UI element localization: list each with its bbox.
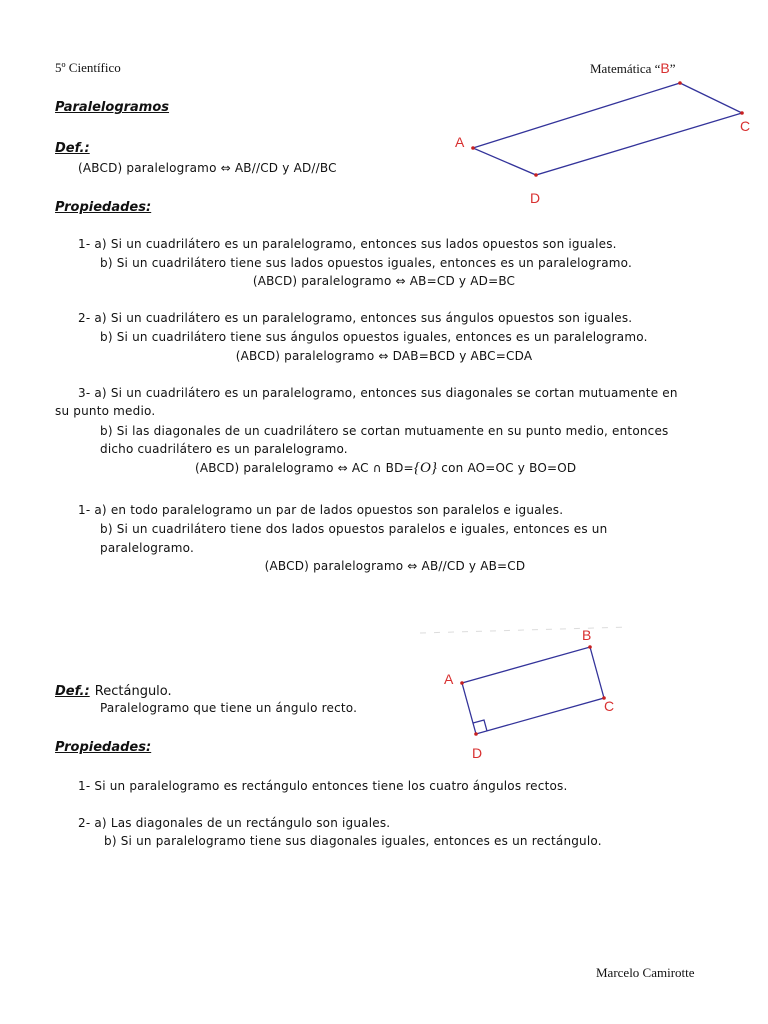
property-1-formula: (ABCD) paralelogramo ⇔ AB=CD y AD=BC [252,274,516,288]
header-subject-suffix: ” [669,61,676,76]
property-3-formula-post: con AO=OC y BO=OD [437,461,577,475]
rect-vertex-b-dot [588,645,592,649]
header-course: 5º Científico [55,60,121,75]
rectangle-figure [420,615,640,765]
rectangle-properties-label: Propiedades: [55,740,152,755]
section-title-paralelogramos: Paralelogramos [55,100,170,115]
property-3-formula-pre: (ABCD) paralelogramo ⇔ AC ∩ BD= [195,461,414,475]
property-3a-cont: su punto medio. [55,404,156,418]
property-3b: b) Si las diagonales de un cuadrilátero se cortan mutuamente en su punto medio, entonces [100,424,669,438]
properties-label: Propiedades: [55,200,152,215]
rectangle-shape [462,647,604,734]
rectangle-property-2a: 2- a) Las diagonales de un rectángulo son iguales. [78,816,391,830]
vertex-b-dot [678,81,682,85]
parallelogram-shape [473,83,742,175]
rect-vertex-d-label: D [472,745,483,761]
property-2-formula: (ABCD) paralelogramo ⇔ DAB=BCD y ABC=CDA [235,349,533,363]
rectangle-def-text: Paralelogramo que tiene un ángulo recto. [100,701,358,715]
vertex-a-label: A [455,134,465,150]
rectangle-property-1: 1- Si un paralelogramo es rectángulo entonces tiene los cuatro ángulos rectos. [78,779,568,793]
property-3-formula [195,460,576,477]
property-1b: b) Si un cuadrilátero tiene sus lados opuestos iguales, entonces es un paralelogramo. [100,256,632,270]
parallelogram-figure [440,75,760,215]
property-4b: b) Si un cuadrilátero tiene dos lados opuestos paralelos e iguales, entonces es un [100,522,608,536]
rect-vertex-a-dot [460,681,464,685]
rect-vertex-a-label: A [444,671,454,687]
rect-vertex-c-label: C [604,698,615,714]
rectangle-definition [55,680,172,699]
property-4a: 1- a) en todo paralelogramo un par de lados opuestos son paralelos e iguales. [78,503,564,517]
header-subject-prefix: Matemática “ [590,61,661,76]
rect-vertex-d-dot [474,732,478,736]
scan-artifact-line [420,627,630,633]
footer-author: Marcelo Camirotte [596,965,695,980]
property-3b-cont: dicho cuadrilátero es un paralelogramo. [100,442,348,456]
definition-label: Def.: [55,141,90,156]
vertex-d-label: D [530,190,541,206]
property-1a: 1- a) Si un cuadrilátero es un paralelogramo, entonces sus lados opuestos son iguales. [78,237,617,251]
rect-vertex-b-label: B [582,627,592,643]
vertex-d-dot [534,173,538,177]
header-subject-letter: B [660,60,670,76]
property-4b-cont: paralelogramo. [100,541,194,555]
definition-text: (ABCD) paralelogramo ⇔ AB//CD y AD//BC [78,161,337,175]
rectangle-def-title: Rectángulo. [94,684,172,699]
vertex-a-dot [471,146,475,150]
property-3-formula-set: {O} [413,460,438,476]
property-2b: b) Si un cuadrilátero tiene sus ángulos opuestos iguales, entonces es un paralelogramo. [100,330,648,344]
property-2a: 2- a) Si un cuadrilátero es un paralelogramo, entonces sus ángulos opuestos son iguales. [78,311,633,325]
property-4-formula: (ABCD) paralelogramo ⇔ AB//CD y AB=CD [264,559,526,573]
vertex-c-dot [740,111,744,115]
rectangle-property-2b: b) Si un paralelogramo tiene sus diagonales iguales, entonces es un rectángulo. [104,834,602,848]
rectangle-def-label: Def.: [55,684,90,699]
property-3a: 3- a) Si un cuadrilátero es un paralelogramo, entonces sus diagonales se cortan mutuamente en [78,386,678,400]
vertex-c-label: C [740,118,751,134]
